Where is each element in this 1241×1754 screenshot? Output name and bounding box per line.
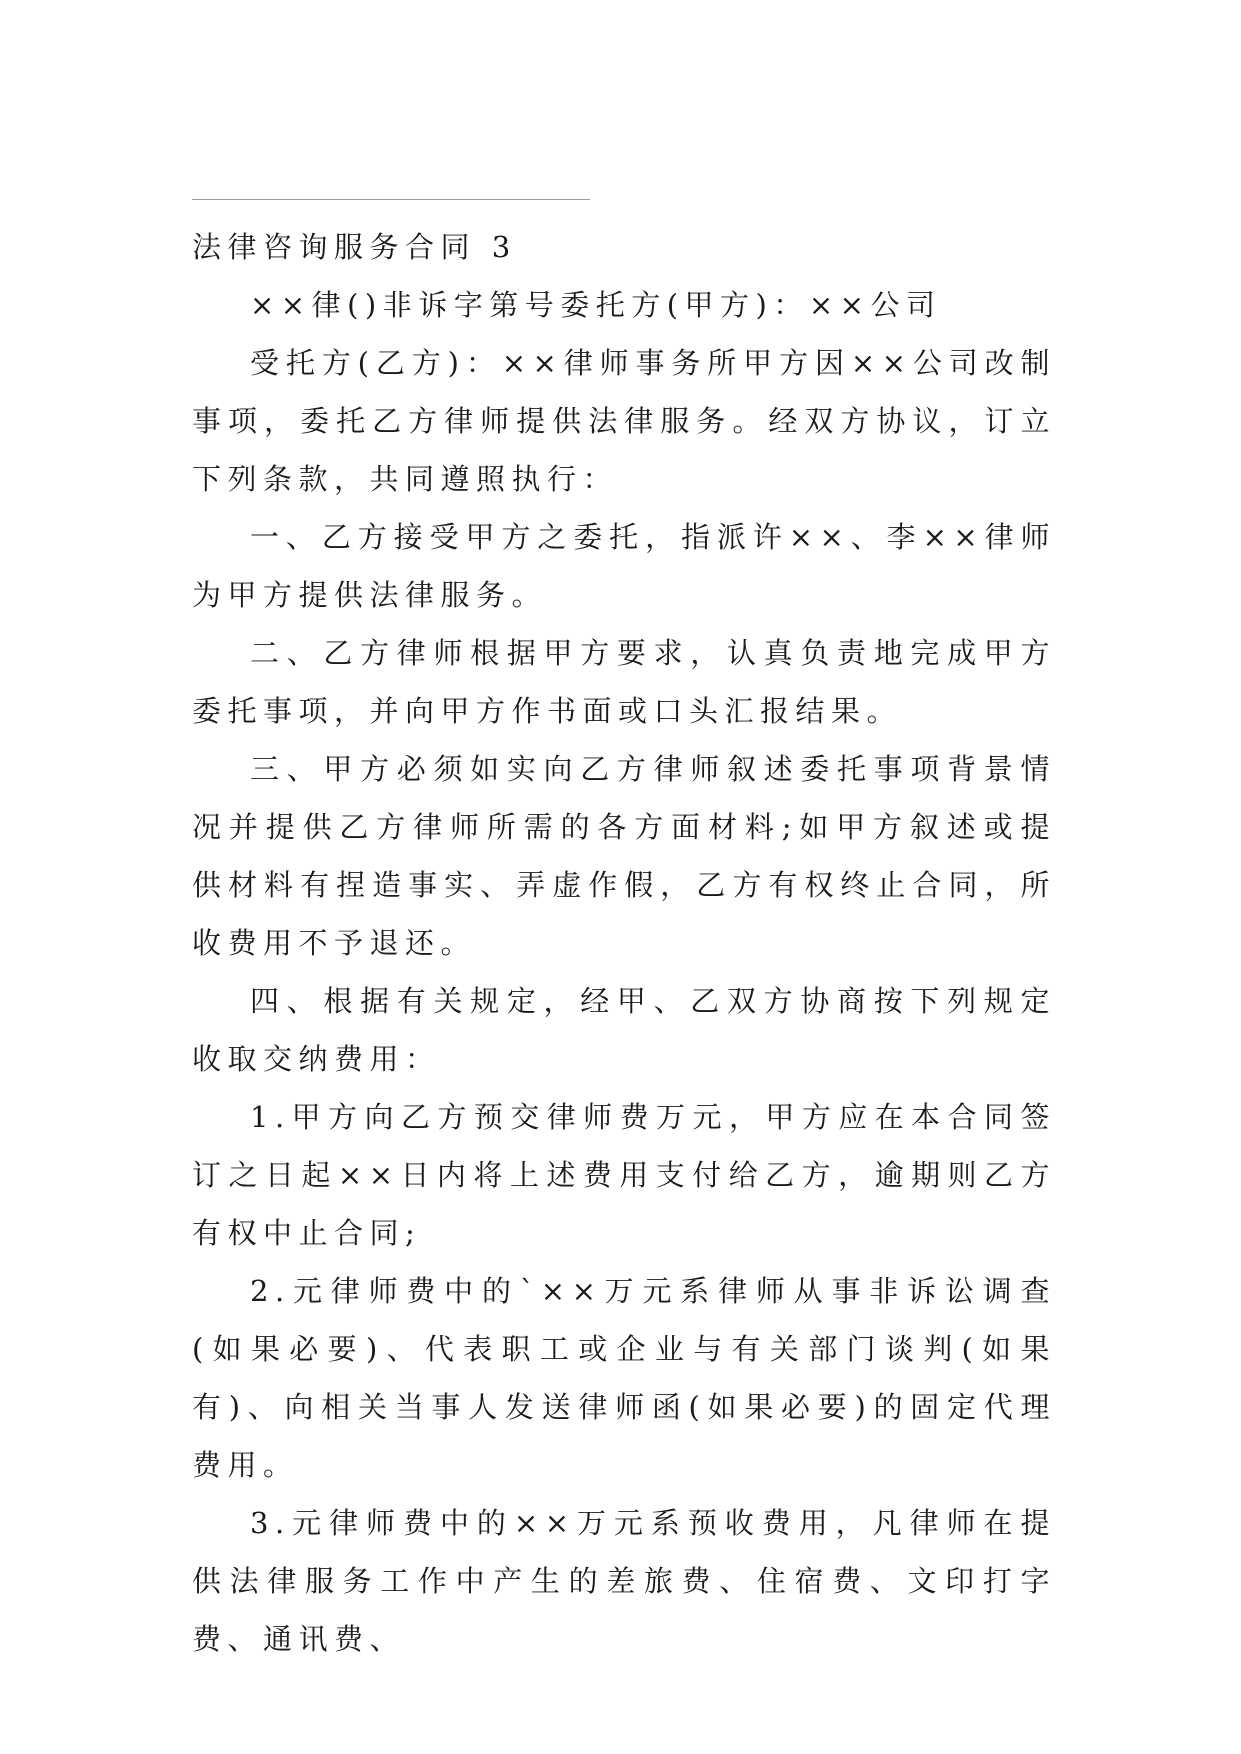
contract-number-paragraph: ××律()非诉字第号委托方(甲方)：××公司 [250, 288, 942, 322]
header-divider [192, 199, 590, 200]
fee-item-2-paragraph: 2.元律师费中的`××万元系律师从事非诉讼调查(如果必要)、代表职工或企业与有关部门谈判(如果有)、向相关当事人发送律师函(如果必要)的固定代理费用。 [192, 1274, 1056, 1482]
clause-3-paragraph: 三、甲方必须如实向乙方律师叙述委托事项背景情况并提供乙方律师所需的各方面材料;如甲方叙述或提供材料有捏造事实、弄虚作假，乙方有权终止合同，所收费用不予退还。 [192, 752, 1056, 960]
trustee-paragraph: 受托方(乙方)：××律师事务所甲方因××公司改制事项，委托乙方律师提供法律服务。经双方协议，订立下列条款，共同遵照执行： [192, 346, 1056, 496]
document-body [192, 218, 1056, 1668]
clause-1-paragraph: 一、乙方接受甲方之委托，指派许××、李××律师为甲方提供法律服务。 [192, 520, 1056, 612]
document-title: 法律咨询服务合同 3 [192, 230, 517, 264]
fee-item-1-paragraph: 1.甲方向乙方预交律师费万元，甲方应在本合同签订之日起××日内将上述费用支付给乙方，逾期则乙方有权中止合同; [192, 1100, 1056, 1250]
clause-4-paragraph: 四、根据有关规定，经甲、乙双方协商按下列规定收取交纳费用： [192, 984, 1056, 1076]
clause-2-paragraph: 二、乙方律师根据甲方要求，认真负责地完成甲方委托事项，并向甲方作书面或口头汇报结果。 [192, 636, 1056, 728]
fee-item-3-paragraph: 3.元律师费中的××万元系预收费用，凡律师在提供法律服务工作中产生的差旅费、住宿费、文印打字费、通讯费、 [192, 1506, 1056, 1656]
